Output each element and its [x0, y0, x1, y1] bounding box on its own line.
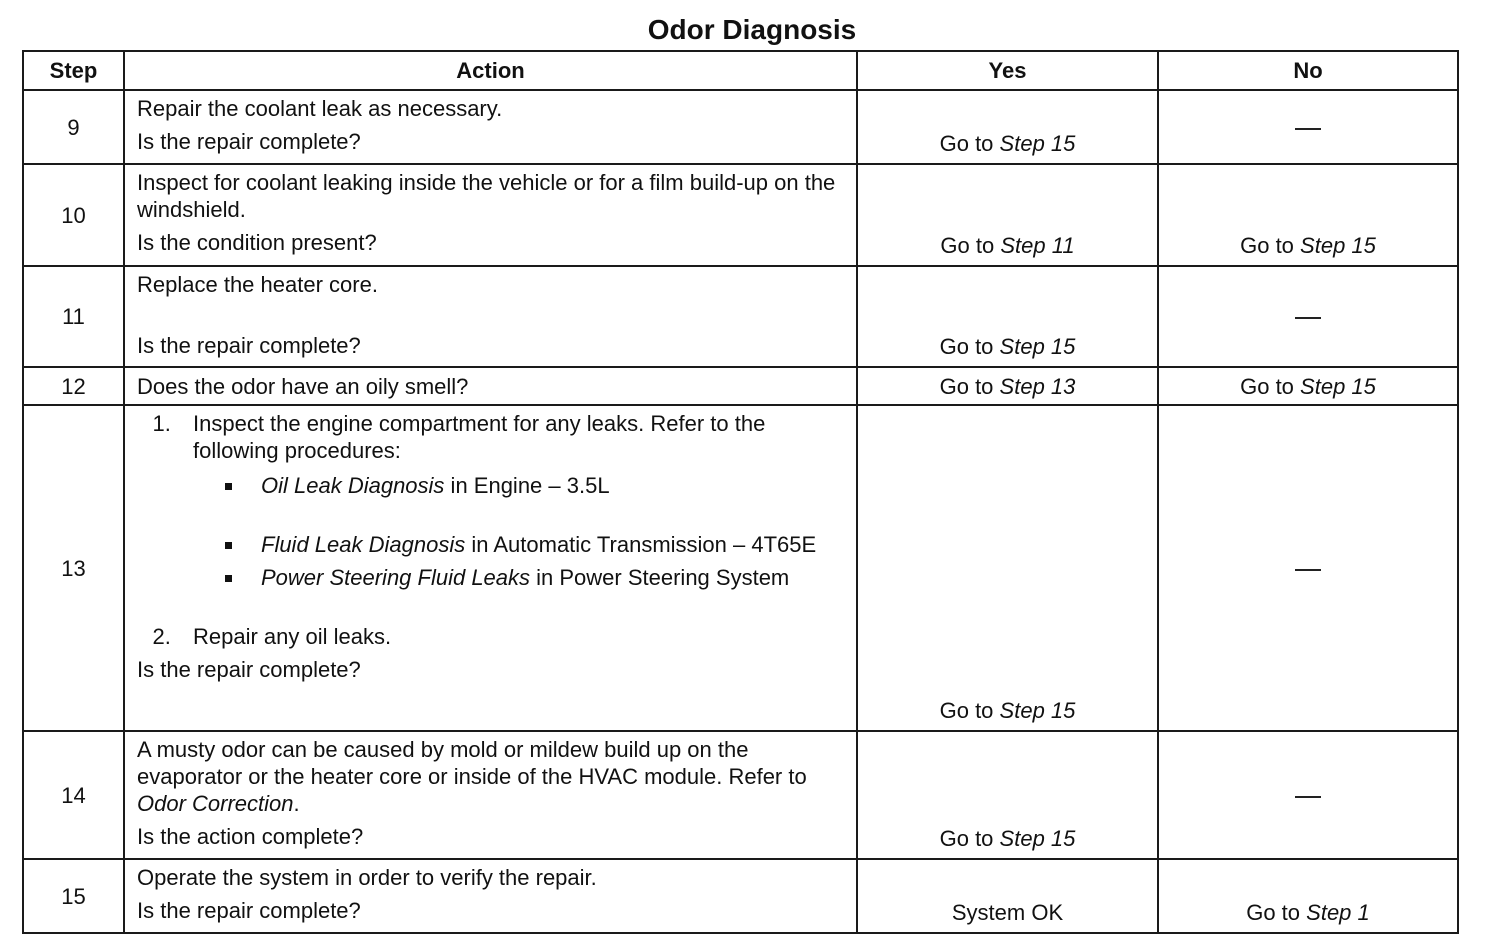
no-step-link[interactable]: Step 15 [1300, 373, 1376, 399]
action-cell [124, 266, 857, 367]
reference-text: in Automatic Transmission – 4T65E [465, 532, 817, 557]
no-cell [1158, 367, 1458, 405]
step-number: 9 [23, 90, 124, 164]
action-text: Repair the coolant leak as necessary. [137, 96, 503, 121]
no-cell [1158, 164, 1458, 266]
reference-text: in Power Steering System [530, 565, 790, 590]
yes-prefix: Go to [939, 373, 994, 399]
action-cell [124, 859, 857, 933]
action-text [137, 736, 844, 817]
reference-item [245, 531, 844, 558]
no-dash [1295, 569, 1321, 571]
reference-text: in Engine – 3.5L [444, 473, 610, 498]
yes-step-link[interactable]: Step 13 [999, 373, 1076, 399]
procedure-item [177, 623, 844, 650]
no-cell [1158, 90, 1458, 164]
yes-cell [857, 266, 1158, 367]
action-cell [124, 164, 857, 266]
reference-item [245, 472, 844, 499]
table-row [23, 405, 1458, 731]
header-no: No [1158, 51, 1458, 90]
yes-step-link[interactable]: Step 11 [1000, 233, 1075, 258]
table-row [23, 731, 1458, 859]
yes-cell [857, 90, 1158, 164]
table-row [23, 367, 1458, 405]
no-step-link[interactable]: Step 1 [1306, 900, 1370, 925]
header-row [23, 51, 1458, 90]
yes-prefix: Go to [939, 131, 994, 156]
action-text-end: . [293, 791, 300, 816]
action-text: Operate the system in order to verify the repair. [137, 865, 597, 890]
no-cell [1158, 266, 1458, 367]
no-prefix: Go to [1246, 900, 1301, 925]
step-number: 12 [23, 367, 124, 405]
action-question: Is the action complete? [137, 824, 364, 849]
yes-cell [857, 405, 1158, 731]
yes-step-link[interactable]: Step 15 [999, 826, 1076, 851]
no-cell [1158, 731, 1458, 859]
yes-prefix: Go to [939, 698, 994, 723]
action-cell [124, 731, 857, 859]
action-text: Replace the heater core. [137, 272, 378, 297]
table-row [23, 859, 1458, 933]
table-row [23, 164, 1458, 266]
no-dash [1295, 317, 1321, 319]
yes-result: System OK [951, 900, 1064, 925]
page-title: Odor Diagnosis [647, 14, 857, 45]
yes-step-link[interactable]: Step 15 [999, 698, 1076, 723]
yes-cell [857, 164, 1158, 266]
step-number: 10 [23, 164, 124, 266]
reference-link[interactable]: Oil Leak Diagnosis [261, 473, 445, 498]
yes-step-link[interactable]: Step 15 [999, 131, 1076, 156]
action-text-main: A musty odor can be caused by mold or mildew build up on the evaporator or the heater core or inside of the HVAC module. Refer to [137, 737, 807, 789]
odor-correction-link[interactable]: Odor Correction [137, 791, 294, 816]
yes-prefix: Go to [939, 826, 994, 851]
no-prefix: Go to [1240, 233, 1294, 258]
step-number: 11 [23, 266, 124, 367]
step-number: 15 [23, 859, 124, 933]
procedure-text: Inspect the engine compartment for any leaks. Refer to the following procedures: [193, 411, 766, 463]
yes-cell [857, 859, 1158, 933]
yes-cell [857, 731, 1158, 859]
yes-cell [857, 367, 1158, 405]
table-row [23, 90, 1458, 164]
action-question: Is the repair complete? [137, 657, 361, 682]
no-dash [1295, 796, 1321, 798]
step-number: 14 [23, 731, 124, 859]
step-number: 13 [23, 405, 124, 731]
action-cell [124, 405, 857, 731]
procedure-text: Repair any oil leaks. [193, 624, 392, 649]
reference-link[interactable]: Fluid Leak Diagnosis [261, 532, 466, 557]
procedure-item [177, 410, 844, 591]
action-question: Is the condition present? [137, 230, 377, 255]
no-cell [1158, 405, 1458, 731]
reference-list [193, 472, 844, 591]
no-dash [1295, 128, 1321, 130]
reference-item [245, 564, 844, 591]
action-text: Inspect for coolant leaking inside the vehicle or for a film build-up on the windshield. [137, 170, 836, 222]
header-action: Action [124, 51, 857, 90]
spacer [245, 505, 844, 525]
yes-prefix: Go to [940, 233, 995, 258]
header-step: Step [23, 51, 124, 90]
diagnosis-table [22, 50, 1459, 934]
header-yes: Yes [857, 51, 1158, 90]
reference-link[interactable]: Power Steering Fluid Leaks [261, 565, 531, 590]
yes-step-link[interactable]: Step 15 [999, 334, 1076, 359]
action-question: Is the repair complete? [137, 333, 361, 358]
action-cell [124, 90, 857, 164]
action-question: Is the repair complete? [137, 898, 361, 923]
action-question: Does the odor have an oily smell? [137, 373, 469, 399]
yes-prefix: Go to [939, 334, 994, 359]
no-prefix: Go to [1240, 373, 1294, 399]
table-row [23, 266, 1458, 367]
procedure-list [137, 410, 844, 650]
no-step-link[interactable]: Step 15 [1300, 233, 1376, 258]
action-question: Is the repair complete? [137, 129, 361, 154]
action-cell [124, 367, 857, 405]
no-cell [1158, 859, 1458, 933]
